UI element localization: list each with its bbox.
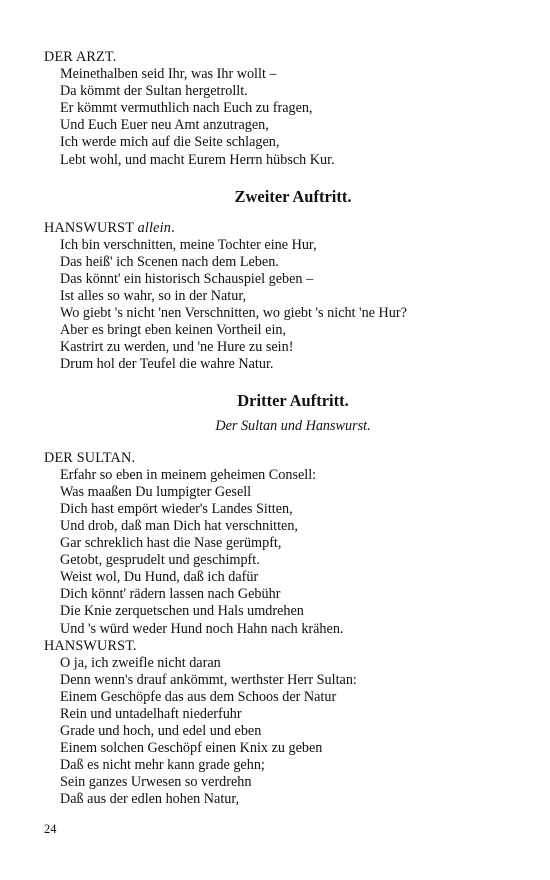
verse-line: Das heiß' ich Scenen nach dem Leben. [60, 253, 279, 270]
speech-hanswurst-1 [44, 237, 514, 374]
speaker-hanswurst-allein: HANSWURST allein. [44, 219, 175, 236]
page-body [44, 49, 514, 809]
verse-line: Und drob, daß man Dich hat verschnitten, [60, 517, 298, 534]
verse-line: Drum hol der Teufel die wahre Natur. [60, 356, 274, 373]
verse-line: Grade und hoch, und edel und eben [60, 723, 262, 740]
verse-line: Was maaßen Du lumpigter Gesell [60, 483, 252, 500]
verse-line: Das könnt' ein historisch Schauspiel geben – [60, 270, 314, 287]
verse-line: Rein und untadelhaft niederfuhr [60, 706, 242, 722]
verse-line: Ich werde mich auf die Seite schlagen, [60, 134, 280, 151]
verse-line: Denn wenn's drauf ankömmt, werthster Herr Sultan: [60, 671, 357, 688]
verse-line: Ist alles so wahr, so in der Natur, [60, 288, 247, 305]
verse-line: Wo giebt 's nicht 'nen Verschnitten, wo giebt 's nicht 'ne Hur? [60, 305, 407, 322]
verse-line: Und Euch Euer neu Amt anzutragen, [60, 117, 269, 134]
speaker-name: HANSWURST [44, 219, 134, 236]
verse-line: Getobt, gesprudelt und geschimpft. [60, 552, 260, 569]
verse-line: Dich könnt' rädern lassen nach Gebühr [60, 586, 281, 603]
verse-line: Daß es nicht mehr kann grade gehn; [60, 757, 265, 774]
scene-heading-dritter: Dritter Auftritt. [237, 390, 349, 410]
verse-line: Gar schreklich hast die Nase gerümpft, [60, 535, 282, 552]
verse-line: Weist wol, Du Hund, daß ich dafür [60, 569, 259, 586]
speaker-der-sultan: DER SULTAN. [44, 449, 136, 466]
verse-line: Dich hast empört wieder's Landes Sitten, [60, 500, 293, 517]
verse-line: Sein ganzes Urwesen so verdrehn [60, 774, 252, 791]
verse-line: Da kömmt der Sultan hergetrollt. [60, 83, 248, 100]
verse-line: Er kömmt vermuthlich nach Euch zu fragen, [60, 100, 313, 117]
speaker-der-arzt: DER ARZT. [44, 49, 117, 65]
verse-line: Und 's würd weder Hund noch Hahn nach krähen. [60, 620, 344, 637]
verse-line: Ich bin verschnitten, meine Tochter eine Hur, [60, 236, 317, 253]
verse-line: Einem Geschöpfe das aus dem Schoos der Natur [60, 688, 337, 705]
verse-line: O ja, ich zweifle nicht daran [60, 654, 221, 671]
speech-der-arzt [44, 66, 514, 169]
verse-line: Erfahr so eben in meinem geheimen Consell: [60, 466, 317, 483]
verse-line: Kastrirt zu werden, und 'ne Hure zu sein! [60, 339, 294, 356]
scene-subheading: Der Sultan und Hanswurst. [215, 417, 371, 434]
stage-direction: allein [137, 219, 172, 236]
speaker-hanswurst: HANSWURST. [44, 637, 137, 654]
scene-heading-zweiter: Zweiter Auftritt. [234, 186, 352, 206]
verse-line: Lebt wohl, und macht Eurem Herrn hübsch Kur. [60, 151, 335, 168]
speech-hanswurst-2 [44, 655, 514, 809]
verse-line: Einem solchen Geschöpf einen Knix zu geben [60, 740, 323, 757]
page-number: 24 [44, 822, 57, 836]
speech-der-sultan [44, 467, 514, 638]
verse-line: Daß aus der edlen hohen Natur, [60, 791, 240, 808]
verse-line: Die Knie zerquetschen und Hals umdrehen [60, 603, 304, 620]
verse-line: Aber es bringt eben keinen Vortheil ein, [60, 322, 287, 339]
verse-line: Meinethalben seid Ihr, was Ihr wollt – [60, 66, 277, 83]
